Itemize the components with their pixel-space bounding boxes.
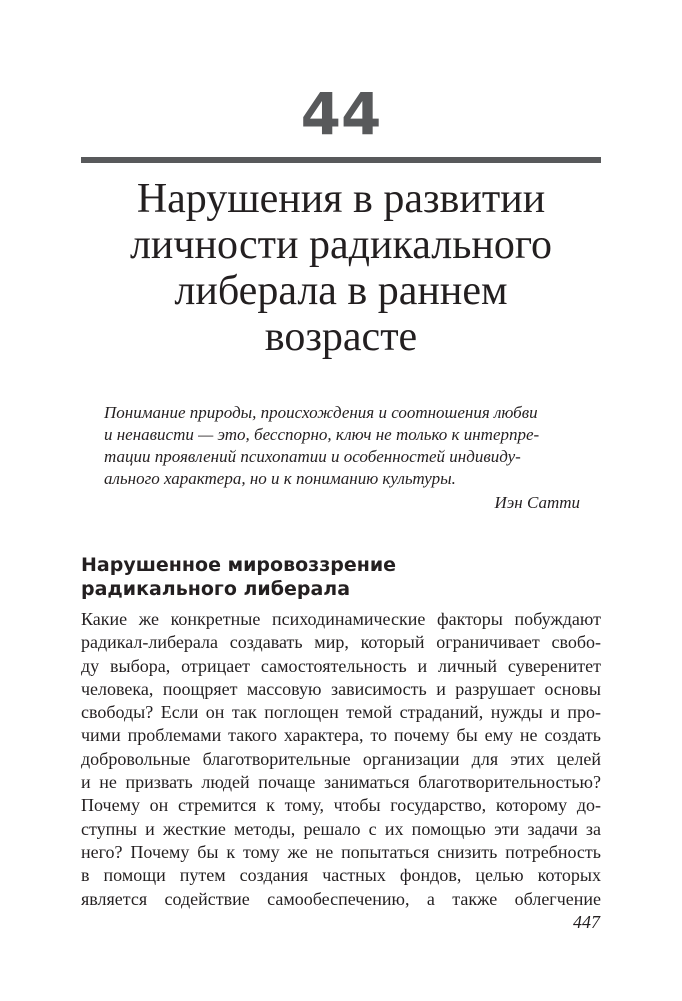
section-heading-line: радикального либерала: [81, 578, 351, 600]
chapter-title-line: Нарушения в развитии: [136, 176, 546, 222]
epigraph: [104, 402, 588, 514]
chapter-divider: [81, 157, 601, 163]
section-heading-line: Нарушенное мировоззрение: [81, 554, 397, 576]
epigraph-line: тации проявлений психопатии и особенностей индивиду-: [104, 447, 521, 466]
body-text: [81, 608, 601, 911]
body-line: ступны и жесткие методы, решало с их помощью эти задачи за: [81, 818, 601, 839]
body-line: добровольные благотворительные организации для этих целей: [81, 748, 601, 769]
body-line: является содействие самообеспечению, а также облегчение: [81, 888, 601, 909]
epigraph-line: и ненависти — это, бесспорно, ключ не только к интерпре-: [104, 425, 540, 444]
body-line: Почему он стремится к тому, чтобы государство, которому до-: [81, 795, 601, 816]
body-line: радикал-либерала создавать мир, который ограничивает свобо-: [81, 632, 601, 653]
chapter-title-line: либерала в раннем: [174, 268, 508, 314]
epigraph-line: ального характера, но и к пониманию культуры.: [104, 469, 456, 488]
body-line: чими проблемами такого характера, то почему бы ему не создать: [81, 725, 601, 746]
section-heading: [81, 553, 396, 601]
page-number: 447: [573, 912, 600, 932]
epigraph-line: Понимание природы, происхождения и соотношения любви: [104, 403, 538, 422]
chapter-title: [60, 176, 622, 360]
body-line: Какие же конкретные психодинамические факторы побуждают: [81, 609, 601, 629]
chapter-title-line: личности радикального: [129, 222, 553, 268]
body-line: него? Почему бы к тому же не попытаться снизить потребность: [81, 841, 601, 862]
body-line: человека, поощряет массовую зависимость и разрушает основы: [81, 678, 601, 699]
epigraph-author: Иэн Сатти: [494, 493, 580, 512]
chapter-title-line: возрасте: [264, 314, 418, 360]
chapter-number: 44: [300, 80, 382, 148]
body-line: и не призвать людей почаще заниматься благотворительностью?: [81, 772, 601, 793]
body-line: в помощи путем создания частных фондов, целью которых: [81, 865, 601, 886]
body-line: ду выбора, отрицает самостоятельность и личный суверенитет: [81, 655, 601, 676]
body-line: свободы? Если он так поглощен темой страданий, нужды и про-: [81, 702, 601, 723]
